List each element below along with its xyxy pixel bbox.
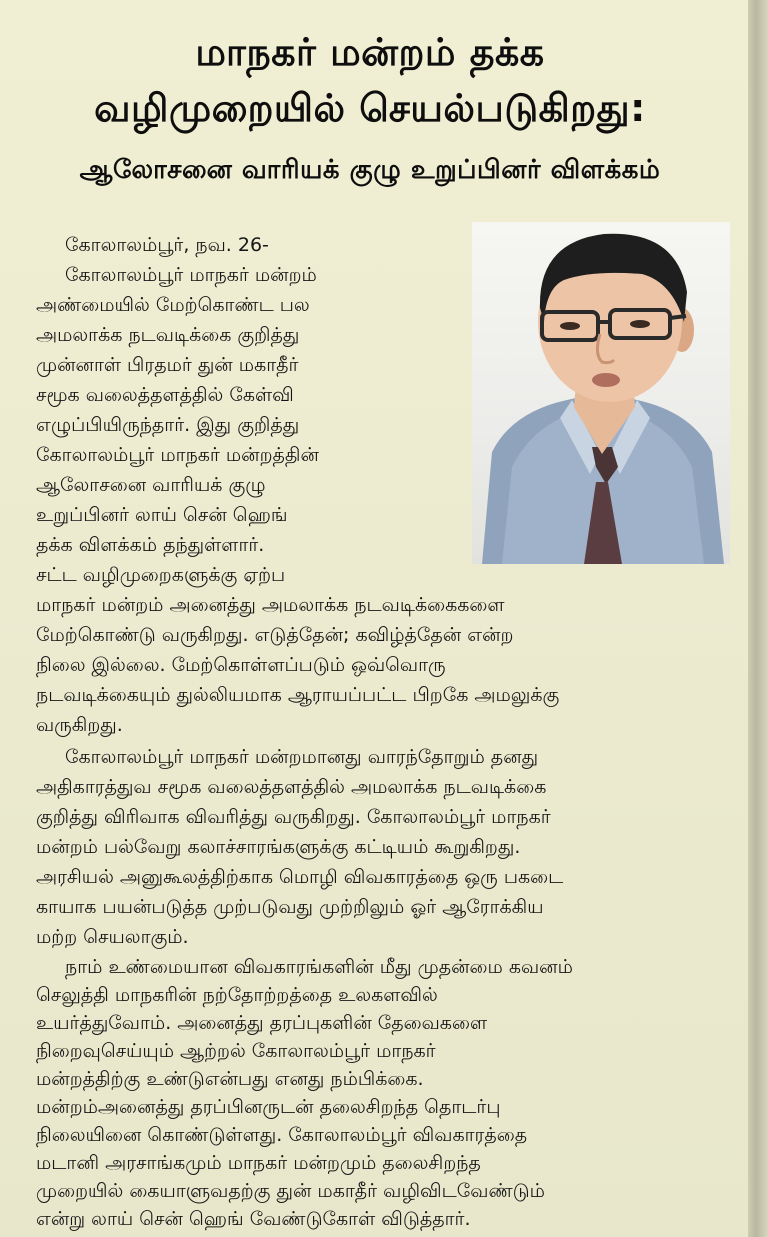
article-line: நிலை இல்லை. மேற்கொள்ளப்படும் ஒவ்வொரு — [36, 654, 446, 676]
article-line: முறையில் கையாளுவதற்கு துன் மகாதீர் வழிவிடவேண்டும் — [36, 1180, 545, 1202]
article-line: அரசியல் அனுகூலத்திற்காக மொழி விவகாரத்தை ஒரு பகடை — [36, 866, 564, 888]
dateline: கோலாலம்பூர், நவ. 26- — [65, 234, 269, 256]
article-line: சமூக வலைத்தளத்தில் கேள்வி — [36, 384, 294, 406]
article-line: மாநகர் மன்றம் அனைத்து அமலாக்க நடவடிக்கைகளை — [36, 594, 505, 616]
article-line: குறித்து விரிவாக விவரித்து வருகிறது. கோலாலம்பூர் மாநகர் — [36, 806, 551, 828]
headline-line-2: வழிமுறையில் செயல்படுகிறது: — [94, 86, 646, 130]
article-line: மன்றம்அனைத்து தரப்பினருடன் தலைசிறந்த தொடர்பு — [36, 1096, 501, 1118]
article-line: கோலாலம்பூர் மாநகர் மன்றத்தின் — [36, 444, 319, 466]
article-line: செலுத்தி மாநகரின் நற்தோற்றத்தை உலகளவில் — [36, 984, 438, 1006]
article-line: எழுப்பியிருந்தார். இது குறித்து — [36, 414, 300, 436]
article-line: காயாக பயன்படுத்த முற்படுவது முற்றிலும் ஓர் ஆரோக்கிய — [36, 896, 544, 918]
headline-line-1: மாநகர் மன்றம் தக்க — [195, 30, 545, 74]
article-line: அண்மையில் மேற்கொண்ட பல — [36, 294, 310, 316]
article-line: கோலாலம்பூர் மாநகர் மன்றமானது வாரந்தோறும் தனது — [65, 746, 539, 768]
article-line: ஆலோசனை வாரியக் குழு — [36, 474, 266, 496]
article-line: சட்ட வழிமுறைகளுக்கு ஏற்ப — [36, 564, 286, 586]
page-edge — [748, 0, 768, 1237]
article-line: நிறைவுசெய்யும் ஆற்றல் கோலாலம்பூர் மாநகர் — [36, 1040, 436, 1062]
article-line: தக்க விளக்கம் தந்துள்ளார். — [36, 534, 265, 556]
article-line: மற்ற செயலாகும். — [36, 926, 189, 948]
article-line: அமலாக்க நடவடிக்கை குறித்து — [36, 324, 300, 346]
article-line: மன்றத்திற்கு உண்டுஎன்பது எனது நம்பிக்கை. — [36, 1068, 424, 1090]
article-line: கோலாலம்பூர் மாநகர் மன்றம் — [65, 264, 317, 286]
article-line: மேற்கொண்டு வருகிறது. எடுத்தேன்; கவிழ்த்தேன் என்ற — [36, 624, 514, 646]
article-line: உறுப்பினர் லாய் சென் ஹெங் — [36, 504, 288, 526]
article-line: நாம் உண்மையான விவகாரங்களின் மீது முதன்மை கவனம் — [65, 956, 573, 978]
article-line: வருகிறது. — [36, 714, 123, 736]
subheadline: ஆலோசனை வாரியக் குழு உறுப்பினர் விளக்கம் — [79, 155, 661, 185]
article-line: நிலையினை கொண்டுள்ளது. கோலாலம்பூர் விவகாரத்தை — [36, 1124, 528, 1146]
article-line: மடானி அரசாங்கமும் மாநகர் மன்றமும் தலைசிறந்த — [36, 1152, 481, 1174]
article-line: முன்னாள் பிரதமர் துன் மகாதீர் — [36, 354, 299, 376]
article-line: அதிகாரத்துவ சமூக வலைத்தளத்தில் அமலாக்க நடவடிக்கை — [36, 776, 547, 798]
article-line: மன்றம் பல்வேறு கலாச்சாரங்களுக்கு கட்டியம் கூறுகிறது. — [36, 836, 521, 858]
article-line: என்று லாய் சென் ஹெங் வேண்டுகோள் விடுத்தார். — [36, 1208, 471, 1230]
article-line: நடவடிக்கையும் துல்லியமாக ஆராயப்பட்ட பிறகே அமலுக்கு — [36, 684, 560, 706]
article-line: உயர்த்துவோம். அனைத்து தரப்புகளின் தேவைகளை — [36, 1012, 488, 1034]
